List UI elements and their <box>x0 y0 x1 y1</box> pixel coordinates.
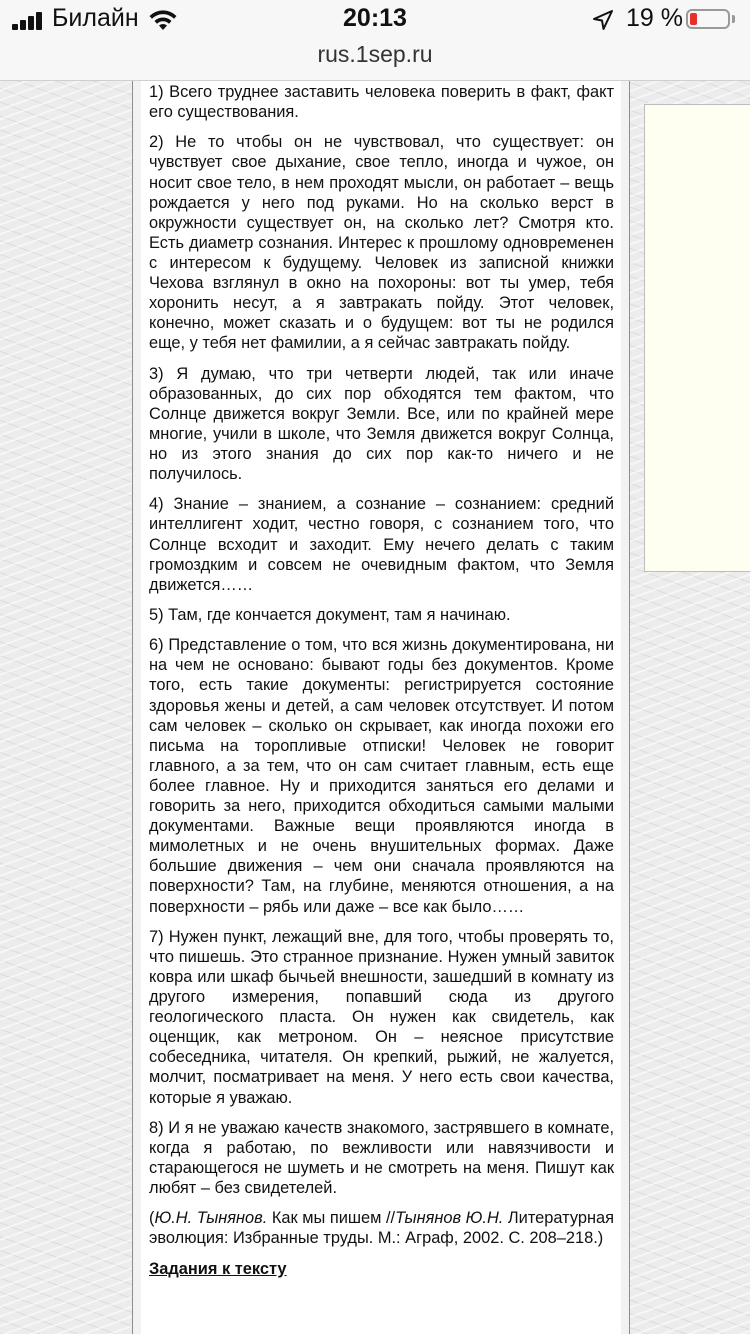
status-bar <box>0 0 750 40</box>
paragraph-2: 2) Не то чтобы он не чувствовал, что существует: он чувствует свое дыхание, свое тепло, иногда и чужое, он носит свое тело, в нем проходят мысли, он работает – вещь рождается у него под руками. Но на сколько верст в окружности существует он, на сколько лет? Смотря кто. Есть диаметр сознания. Интерес к прошлому одновременен с интересом к будущему. Человек из записной книжки Чехова взглянул в окно на похороны: вот ты умер, тебя хоронить несут, а я завтракать пойду. Этот человек, конечно, может сказать и о будущем: вот ты не родился еще, у тебя нет фамилии, а я сейчас завтракать пойду. <box>149 133 614 353</box>
clock: 20:13 <box>343 4 407 32</box>
citation-author-2: Тынянов Ю.Н. <box>395 1209 504 1228</box>
paragraph-6: 6) Представление о том, что вся жизнь документирована, ни на чем не основано: бывают годы без документов. Кроме того, есть такие документы: регистрируется состояние здоровья жены и детей, а сам человек отсутствует. И потом сам человек – сколько он скрывает, как иногда похожи его письма на торопливые отписки! Человек не говорит главного, а за тем, что он сам считает главным, есть еще более главное. Ну и приходится заняться его делами и говорить за него, приходится обходиться самыми малыми документами. Важные вещи проявляются иногда в мимолетных и не очень внушительных формах. Даже большие движения – чем они сначала проявляются на поверхности? Там, на глубине, меняются отношения, а на поверхности – рябь или даже – все как было…… <box>149 636 614 916</box>
battery-percentage: 19 % <box>626 4 683 32</box>
battery-level-fill <box>690 13 697 25</box>
paragraph-4: 4) Знание – знанием, а сознание – сознанием: средний интеллигент ходит, честно говоря, с сознанием того, что Солнце всходит и заходит. Ему нечего делать с таким громоздким и совсем не очевидным фактом, что Земля движется…… <box>149 495 614 594</box>
article-column <box>132 80 630 1334</box>
citation-source: Литературная эволюция: Избранные труды. М.: Аграф, 2002. С. 208–218.) <box>149 1209 614 1248</box>
citation-title: Как мы пишем // <box>267 1209 396 1228</box>
battery-cap <box>732 15 735 23</box>
paragraph-3: 3) Я думаю, что три четверти людей, так или иначе образованных, до сих пор обходятся тем фактом, что Солнце движется вокруг Земли. Все, или по крайней мере многие, учили в школе, что Земля движется вокруг Солнца, но из этого знания до сих пор как-то ничего и не получилось. <box>149 364 614 484</box>
browser-chrome <box>0 0 750 81</box>
paragraph-5: 5) Там, где кончается документ, там я начинаю. <box>149 606 511 624</box>
paragraph-7: 7) Нужен пункт, лежащий вне, для того, чтобы проверять то, что пишешь. Это странное признание. Нужен умный завиток ковра или шкаф бычьей внешности, зашедший в комнату из другого измерения, попавший сюда из другого геологического пласта. Он нужен как свидетель, как оценщик, как метроном. Он – неясное присутствие собеседника, читателя. Он крепкий, рыжий, не жалуется, молчит, посматривает на меня. У него есть свои качества, которые я уважаю. <box>149 927 614 1107</box>
carrier-name: Билайн <box>52 4 139 32</box>
paragraph-1: 1) Всего труднее заставить человека поверить в факт, факт его существования. <box>149 83 614 122</box>
citation-open: ( <box>149 1209 155 1228</box>
address-bar[interactable]: rus.1sep.ru <box>317 41 433 67</box>
citation <box>149 1208 614 1248</box>
paragraph-8: 8) И я не уважаю качеств знакомого, застрявшего в комнате, когда я работаю, по вежливости или навязчивости и старающегося не шуметь и не смотреть на меня. Пишут как любят – без свидетелей. <box>149 1118 614 1198</box>
article-text <box>149 82 614 1279</box>
battery-icon <box>686 9 730 29</box>
section-heading-tasks[interactable]: Задания к тексту <box>149 1259 287 1278</box>
citation-author: Ю.Н. Тынянов. <box>154 1209 268 1228</box>
sidebar-box <box>644 104 750 572</box>
location-arrow-icon <box>592 9 614 31</box>
